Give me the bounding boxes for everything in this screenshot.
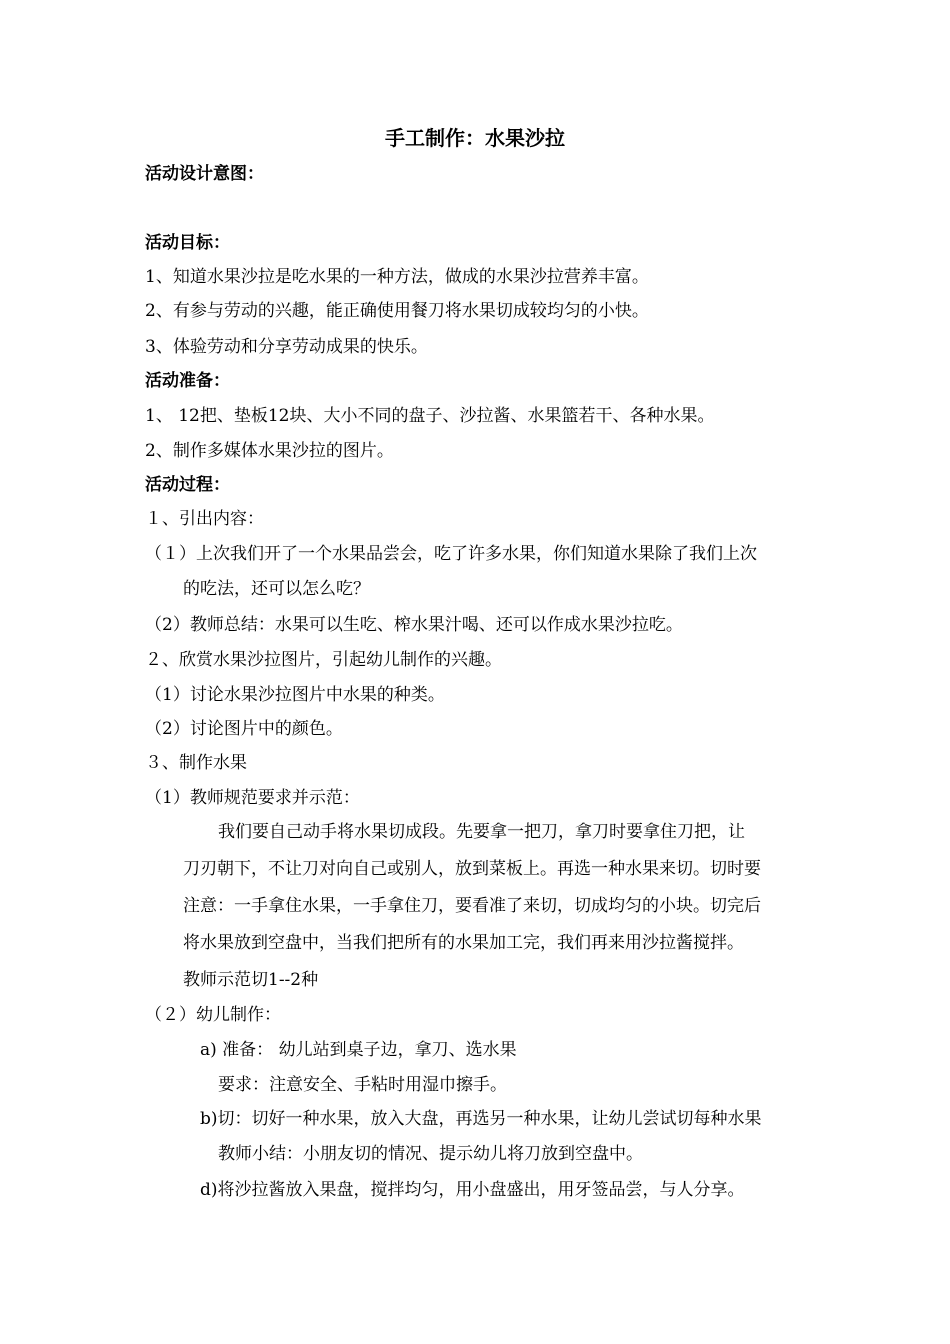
paragraph-line: 将水果放到空盘中，当我们把所有的水果加工完，我们再来用沙拉酱搅拌。 [183, 933, 744, 953]
process-substep: （2）教师总结：水果可以生吃、榨水果汁喝、还可以作成水果沙拉吃。 [145, 615, 683, 635]
heading-process: 活动过程： [145, 475, 230, 495]
process-substep: （2）讨论图片中的颜色。 [145, 719, 343, 739]
goal-item: 2、有参与劳动的兴趣，能正确使用餐刀将水果切成较均匀的小快。 [145, 301, 649, 321]
process-step: １、引出内容： [145, 509, 264, 529]
heading-preparation: 活动准备： [145, 371, 230, 391]
heading-goals: 活动目标： [145, 233, 230, 253]
goal-item: 1、知道水果沙拉是吃水果的一种方法，做成的水果沙拉营养丰富。 [145, 267, 649, 287]
list-item: a) 准备： 幼儿站到桌子边，拿刀、选水果 [200, 1040, 517, 1060]
list-item-note: 教师小结：小朋友切的情况、提示幼儿将刀放到空盘中。 [218, 1144, 643, 1164]
preparation-item: 1、 12把、垫板12块、大小不同的盘子、沙拉酱、水果篮若干、各种水果。 [145, 406, 715, 426]
paragraph-line: 教师示范切1--2种 [183, 970, 319, 990]
process-step: ３、制作水果 [145, 753, 247, 773]
process-substep: （1）教师规范要求并示范： [145, 788, 360, 808]
list-item: d)将沙拉酱放入果盘，搅拌均匀，用小盘盛出，用牙签品尝，与人分享。 [200, 1180, 745, 1200]
document-title: 手工制作：水果沙拉 [385, 126, 565, 150]
list-item: b)切：切好一种水果，放入大盘，再选另一种水果，让幼儿尝试切每种水果 [200, 1109, 762, 1129]
process-substep: （１）上次我们开了一个水果品尝会，吃了许多水果，你们知道水果除了我们上次 [145, 544, 757, 564]
paragraph-line: 我们要自己动手将水果切成段。先要拿一把刀，拿刀时要拿住刀把，让 [218, 822, 745, 842]
paragraph-line: 注意：一手拿住水果，一手拿住刀，要看准了来切，切成均匀的小块。切完后 [183, 896, 761, 916]
process-step: ２、欣赏水果沙拉图片，引起幼儿制作的兴趣。 [145, 650, 502, 670]
goal-item: 3、体验劳动和分享劳动成果的快乐。 [145, 337, 428, 357]
paragraph-line: 刀刃朝下，不让刀对向自己或别人，放到菜板上。再选一种水果来切。切时要 [183, 859, 761, 879]
process-substep: （２）幼儿制作： [145, 1005, 281, 1025]
preparation-item: 2、制作多媒体水果沙拉的图片。 [145, 441, 394, 461]
heading-design-intent: 活动设计意图： [145, 164, 264, 184]
process-substep-cont: 的吃法，还可以怎么吃？ [183, 579, 370, 599]
process-substep: （1）讨论水果沙拉图片中水果的种类。 [145, 685, 445, 705]
list-item-note: 要求：注意安全、手粘时用湿巾擦手。 [218, 1075, 507, 1095]
